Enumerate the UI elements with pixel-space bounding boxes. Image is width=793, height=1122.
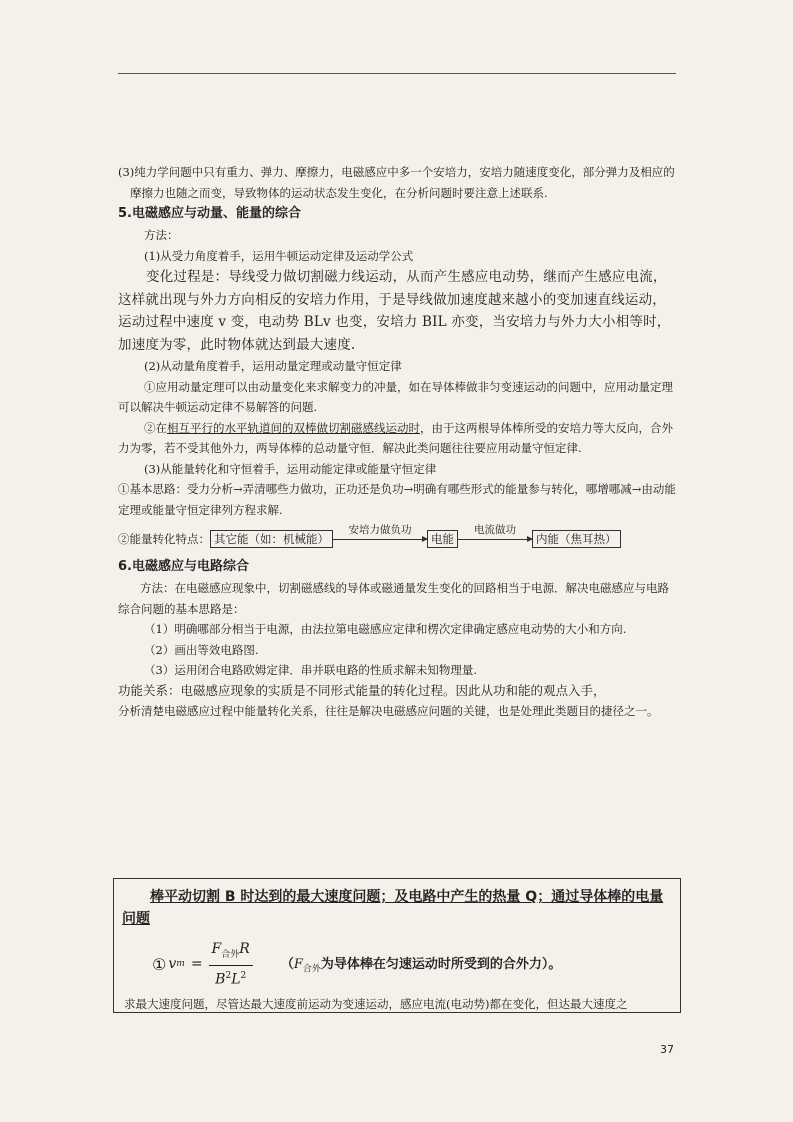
note-text: 为导体棒在匀速运动时所受到的合外力）。 xyxy=(320,957,562,973)
box-title: 棒平动切割 B 时达到的最大速度问题；及电路中产生的热量 Q；通过导体棒的电量问题 xyxy=(122,889,664,927)
formula-note xyxy=(281,953,562,975)
double-rod-rest: ，由于这两根导体棒所受的安培力等大反向，合外力为零，若不受其他外力，两导体棒的总动量守恒．解决此类问题往往要应用动量守恒定律. xyxy=(118,420,673,455)
fraction-numerator xyxy=(209,939,253,966)
num-F-subscript: 合外 xyxy=(221,949,240,960)
flow-arrow-current xyxy=(458,524,532,548)
section-heading-5: 5.电磁感应与动量、能量的综合 xyxy=(118,206,301,221)
note-F: F xyxy=(293,957,303,973)
method-label: 方法： xyxy=(144,228,179,242)
formula-number: ① xyxy=(152,954,167,974)
document-body xyxy=(118,162,678,722)
header-rule xyxy=(118,73,676,74)
arrow-right-icon xyxy=(333,539,427,540)
flow-arrow-ampere xyxy=(333,524,427,548)
max-speed-formula xyxy=(152,939,561,989)
paragraph-function-relation-1: 功能关系：电磁感应现象的实质是不同形式能量的转化过程。因此从功和能的观点入手， xyxy=(118,682,606,698)
arrow-right-icon xyxy=(458,539,532,540)
paragraph-function-relation-2: 分析清楚电磁感应过程中能量转化关系，往往是解决电磁感应问题的关键，也是处理此类题目的捷径之一。 xyxy=(118,704,659,718)
box-last-line: 求最大速度问题，尽管达最大速度前运动为变速运动，感应电流(电动势)都在变化，但达最大速度之 xyxy=(124,997,628,1011)
paragraph-change-process: 变化过程是：导线受力做切割磁力线运动，从而产生感应电动势，继而产生感应电流，这样就出现与外力方向相反的安培力作用，于是导线做加速度越来越小的变加速直线运动，运动过程中速度 v 变，电动势 BLv 也变，安培力 BIL 亦变，当安培力与外力大小相等时，加速度为零，此时物体就达到最大速度. xyxy=(118,269,671,353)
circuit-step-1: （1）明确哪部分相当于电源，由法拉第电磁感应定律和楞次定律确定感应电动势的大小和方向. xyxy=(144,622,627,636)
flow-box-electric-energy: 电能 xyxy=(427,530,458,548)
paragraph-momentum-theorem: ①应用动量定理可以由动量变化来求解变力的冲量，如在导体棒做非匀变速运动的问题中，应用动量定理可以解决牛顿运动定律不易解答的问题. xyxy=(118,379,673,414)
double-rod-underlined: 相互平行的水平轨道间的双棒做切割磁感线运动时 xyxy=(167,420,420,435)
circuit-step-3: （3）运用闭合电路欧姆定律．串并联电路的性质求解未知物理量. xyxy=(144,663,477,677)
den-L-exp: 2 xyxy=(240,970,247,981)
den-L: L xyxy=(231,971,241,988)
flow-prefix: ②能量转化特点： xyxy=(118,531,210,546)
energy-flow-diagram xyxy=(118,526,678,552)
num-R: R xyxy=(239,941,250,957)
max-speed-box xyxy=(113,878,681,1013)
note-F-subscript: 合外 xyxy=(302,965,321,976)
flow-arrow-current-label: 电流做功 xyxy=(474,524,516,536)
formula-v-subscript: m xyxy=(176,959,185,970)
den-B-exp: 2 xyxy=(225,970,232,981)
note-open: （ xyxy=(280,957,294,973)
paragraph-circuit-method: 方法：在电磁感应现象中，切割磁感线的导体或磁通量发生变化的回路相当于电源．解决电磁感应与电路综合问题的基本思路是： xyxy=(118,581,669,616)
flow-box-internal-energy: 内能（焦耳热） xyxy=(532,530,621,548)
flow-box-other-energy: 其它能（如：机械能） xyxy=(210,530,333,548)
paragraph-double-rod xyxy=(118,418,678,459)
formula-equals: = xyxy=(190,956,203,973)
fraction-denominator xyxy=(215,966,246,990)
circuit-step-2: （2）画出等效电路图. xyxy=(144,642,259,657)
paragraph-pure-mechanics: (3)纯力学问题中只有重力、弹力、摩擦力，电磁感应中多一个安培力，安培力随速度变化，部分弹力及相应的摩擦力也随之而变，导致物体的运动状态发生变化，在分析问题时要注意上述联系. xyxy=(118,165,675,200)
page-number: 37 xyxy=(660,1043,674,1056)
paragraph-basic-idea: ①基本思路：受力分析→弄清哪些力做功，正功还是负功→明确有哪些形式的能量参与转化，哪增哪减→由动能定理或能量守恒定律列方程求解. xyxy=(118,482,676,517)
subsection-momentum: (2)从动量角度着手，运用动量定理或动量守恒定律 xyxy=(144,359,402,373)
double-rod-prefix: ②在 xyxy=(144,420,167,435)
subsection-energy: (3)从能量转化和守恒着手，运用动能定律或能量守恒定律 xyxy=(144,461,437,476)
formula-fraction xyxy=(209,939,253,989)
den-B: B xyxy=(215,971,226,988)
subsection-force: (1)从受力角度着手，运用牛顿运动定律及运动学公式 xyxy=(144,248,414,263)
flow-arrow-ampere-label: 安培力做负功 xyxy=(348,524,412,536)
num-F: F xyxy=(211,941,222,957)
section-heading-6: 6.电磁感应与电路综合 xyxy=(118,559,249,574)
formula-v: v xyxy=(168,956,177,973)
